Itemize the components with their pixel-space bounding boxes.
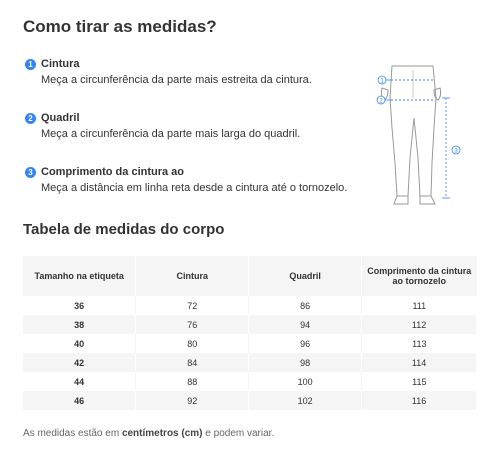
footnote-text-post: e podem variar. xyxy=(202,428,275,439)
right-foot xyxy=(420,196,435,204)
step-waist xyxy=(25,57,355,86)
cell-length: 112 xyxy=(362,315,477,334)
cell-hip: 86 xyxy=(249,296,362,315)
table-row xyxy=(23,391,477,410)
cell-waist: 76 xyxy=(136,315,249,334)
table-row xyxy=(23,372,477,391)
footnote xyxy=(23,428,274,439)
body-measurement-illustration xyxy=(370,58,470,213)
header-size-label: Tamanho na etiqueta xyxy=(23,256,136,296)
table-title: Tabela de medidas do corpo xyxy=(23,221,225,238)
cell-hip: 100 xyxy=(249,372,362,391)
step-number-badge: 1 xyxy=(25,59,36,70)
cell-hip: 94 xyxy=(249,315,362,334)
size-table xyxy=(23,256,477,410)
cell-waist: 80 xyxy=(136,334,249,353)
page-title: Como tirar as medidas? xyxy=(23,17,217,36)
right-hand xyxy=(434,88,441,100)
cell-size: 36 xyxy=(23,296,136,315)
step-description: Meça a distância em linha reta desde a cintura até o tornozelo. xyxy=(41,182,348,194)
cell-size: 38 xyxy=(23,315,136,334)
table-row xyxy=(23,315,477,334)
cell-size: 42 xyxy=(23,353,136,372)
cell-size: 40 xyxy=(23,334,136,353)
cell-hip: 102 xyxy=(249,391,362,410)
cell-waist: 72 xyxy=(136,296,249,315)
cell-length: 115 xyxy=(412,376,427,387)
table-row xyxy=(23,334,477,353)
table-row xyxy=(23,353,477,372)
cell-length: 116 xyxy=(362,391,477,410)
cell-length: 111 xyxy=(412,300,427,311)
left-foot xyxy=(394,196,408,204)
footnote-unit: centímetros (cm) xyxy=(121,428,203,439)
waist-marker-label: 1 xyxy=(380,78,384,85)
step-number-badge: 3 xyxy=(25,167,36,178)
table-row xyxy=(23,296,477,315)
cell-waist: 92 xyxy=(136,391,249,410)
cell-length: 114 xyxy=(362,353,477,372)
step-waist-to-ankle xyxy=(25,165,355,194)
step-title: Comprimento da cintura ao xyxy=(41,166,185,178)
cell-waist: 88 xyxy=(136,372,249,391)
step-title: Cintura xyxy=(41,58,80,70)
header-hip: Quadril xyxy=(249,256,362,296)
cell-length: 113 xyxy=(412,338,427,349)
cell-hip: 98 xyxy=(249,353,362,372)
step-description: Meça a circunferência da parte mais estreita da cintura. xyxy=(41,74,312,86)
step-number-badge: 2 xyxy=(25,113,36,124)
header-waist-to-ankle: Comprimento da cintura ao tornozelo xyxy=(362,256,477,296)
cell-size: 46 xyxy=(23,391,136,410)
cell-waist: 84 xyxy=(136,353,249,372)
footnote-text-pre: As medidas estão em xyxy=(23,428,122,439)
header-waist: Cintura xyxy=(136,256,249,296)
length-marker-label: 3 xyxy=(454,148,458,155)
hip-marker-label: 2 xyxy=(379,98,383,105)
step-hip xyxy=(25,111,355,140)
table-header-row xyxy=(23,256,477,296)
step-description: Meça a circunferência da parte mais larga do quadril. xyxy=(41,128,301,140)
step-title: Quadril xyxy=(41,112,80,124)
cell-hip: 96 xyxy=(249,334,362,353)
cell-size: 44 xyxy=(23,372,136,391)
